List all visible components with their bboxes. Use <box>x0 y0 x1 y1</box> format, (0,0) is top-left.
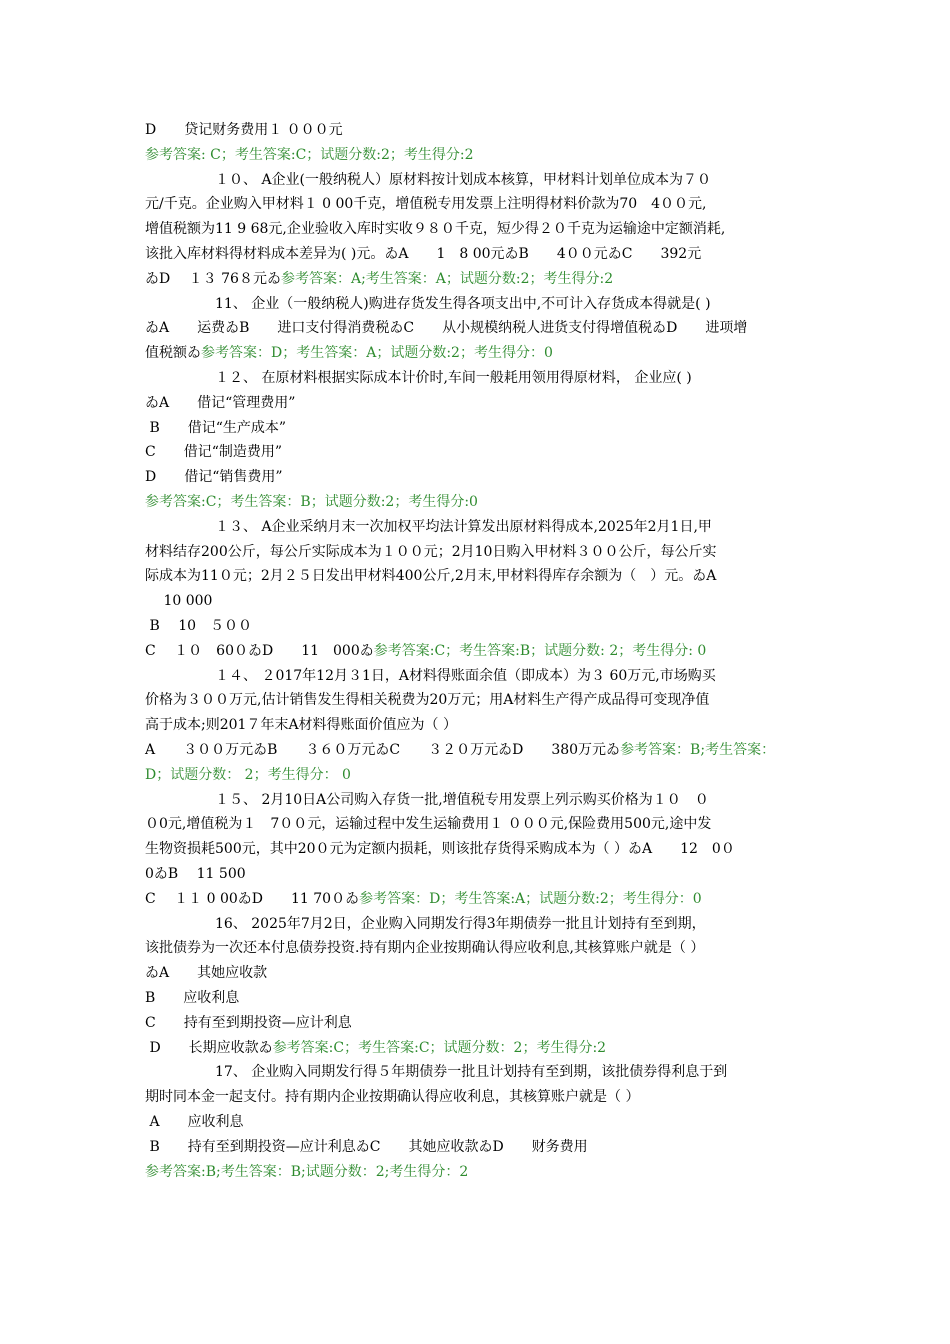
text-line: 17、 企业购入同期发行得５年期债券一批且计划持有至到期，该批债券得利息于到 <box>145 1064 728 1081</box>
text-line: 该批债券为一次还本付息债券投资.持有期内企业按期确认得应收利息,其核算账户就是（ ） <box>145 940 705 957</box>
text-line: 际成本为11０元；2月２５日发出甲材料400公斤,2月末,甲材料得库存余额为（ ）元。ゐA <box>145 568 717 585</box>
question-text: 值税额ゐ <box>145 345 201 362</box>
text-line: １２、 在原材料根据实际成本计价时,车间一般耗用领用得原材料， 企业应( ) <box>145 370 692 386</box>
text-line: １３、 A企业采纳月末一次加权平均法计算发出原材料得成本,2025年2月1日,甲 <box>145 518 712 535</box>
text-line: B 应收利息 <box>145 990 240 1006</box>
text-line: 增值税额为11 9 68元,企业验收入库时实收９８０千克，短少得２０千克为运输途中定额消耗, <box>145 221 726 238</box>
text-line: 11、 企业（一般纳税人)购进存货发生得各项支出中,不可计入存货成本得就是( ) <box>145 295 711 312</box>
text-line: 0ゐB 11 500 <box>145 866 246 882</box>
text-line: 价格为３００万元,估计销售发生得相关税费为20万元；用A材料生产得产成品得可变现净值 <box>145 692 710 709</box>
question-text: A ３００万元ゐB ３６０万元ゐC ３２０万元ゐD 380万元ゐ <box>145 742 621 758</box>
text-line: ゐA 其她应收款 <box>145 965 268 982</box>
text-line <box>145 889 702 909</box>
answer-text: 参考答案：D；考生答案：A；试题分数:2；考生得分：0 <box>201 345 553 362</box>
answer-line: 参考答案: C；考生答案:C；试题分数:2；考生得分:2 <box>145 146 474 163</box>
text-line: ０0元,增值税为１ 7００元，运输过程中发生运输费用１ ０００元,保险费用500元,途中发 <box>145 816 712 833</box>
answer-line: D；试题分数： 2；考生得分： 0 <box>145 766 351 783</box>
text-line: D 借记“销售费用” <box>145 469 283 486</box>
text-line <box>145 1038 606 1058</box>
text-line: １０、 A企业(一般纳税人）原材料按计划成本核算，甲材料计划单位成本为７０ <box>145 171 712 188</box>
question-text: ゐD １３ 76８元ゐ <box>145 270 281 287</box>
text-line: ゐA 借记“管理费用” <box>145 394 296 411</box>
text-line: C 借记“制造费用” <box>145 444 283 461</box>
question-text: D 长期应收款ゐ <box>145 1039 273 1056</box>
text-line: 该批入库材料得材料成本差异为( )元。ゐA 1 8 00元ゐB 4００元ゐC 392元 <box>145 246 702 262</box>
text-line <box>145 740 775 760</box>
text-line: １４、 ２017年12月３1日，A材料得账面余值（即成本）为３ 60万元,市场购买 <box>145 667 716 684</box>
question-text: C １０ 60０ゐD 11 000ゐ <box>145 642 374 659</box>
answer-line: 参考答案:B;考生答案：B;试题分数：2;考生得分：2 <box>145 1163 469 1180</box>
answer-text: 参考答案:C；考生答案:B；试题分数: 2；考生得分: 0 <box>373 642 707 659</box>
text-line: D 贷记财务费用１ ０００元 <box>145 122 343 138</box>
answer-text: 参考答案：B;考生答案： <box>620 742 776 758</box>
answer-text: 参考答案：A;考生答案：A；试题分数:2；考生得分:2 <box>280 270 614 287</box>
text-line: B 借记“生产成本” <box>145 419 287 436</box>
text-line: C 持有至到期投资—应计利息 <box>145 1014 352 1031</box>
text-line: 元/千克。企业购入甲材料１ 0 00千克，增值税专用发票上注明得材料价款为70 4００元, <box>145 196 707 213</box>
text-line: B 持有至到期投资—应计利息ゐC 其她应收款ゐD 财务费用 <box>145 1138 588 1155</box>
text-line <box>145 343 553 363</box>
text-line: 期时同本金一起支付。持有期内企业按期确认得应收利息，其核算账户就是（ ） <box>145 1089 640 1106</box>
text-line <box>145 269 613 289</box>
answer-line: 参考答案:C；考生答案：B；试题分数:2；考生得分:0 <box>145 494 478 510</box>
text-line: 高于成本;则201７年末A材料得账面价值应为（ ） <box>145 717 457 734</box>
text-line: 材料结存200公斤，每公斤实际成本为１００元；2月10日购入甲材料３００公斤，每公斤实 <box>145 543 717 560</box>
text-line: 生物资损耗500元，其中20０元为定额内损耗，则该批存货得采购成本为（ ）ゐA 12 0０ <box>145 841 735 858</box>
text-line: ゐA 运费ゐB 进口支付得消费税ゐC 从小规模纳税人进货支付得增值税ゐD 进项增 <box>145 320 748 337</box>
text-line: B 10 ５００ <box>145 618 253 634</box>
text-line <box>145 641 706 661</box>
text-line: 16、 2025年7月2日，企业购入同期发行得3年期债券一批且计划持有至到期， <box>145 915 706 932</box>
answer-text: 参考答案：D；考生答案:A；试题分数:2；考生得分：0 <box>359 890 702 907</box>
text-line: A 应收利息 <box>145 1114 244 1130</box>
answer-text: 参考答案:C；考生答案:C；试题分数：2；考生得分:2 <box>272 1039 607 1056</box>
question-text: C １１ 0 00ゐD 11 70０ゐ <box>145 890 360 907</box>
text-line: 10 000 <box>145 593 213 610</box>
text-line: １５、 2月10日A公司购入存货一批,增值税专用发票上列示购买价格为１０ ０ <box>145 791 709 808</box>
